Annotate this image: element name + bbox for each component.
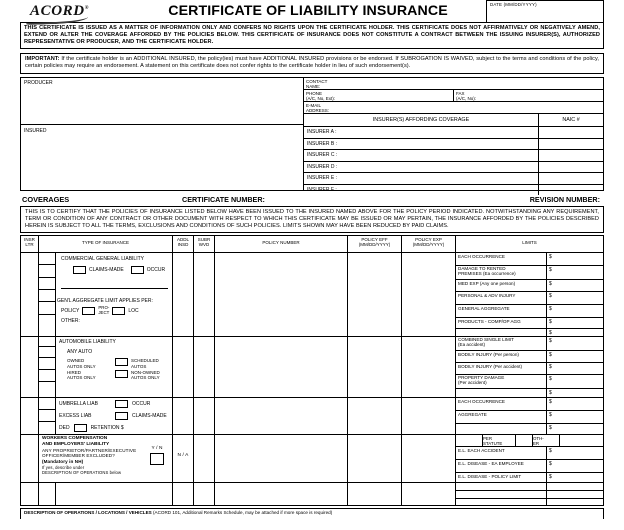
cgl-policy-checkbox[interactable]: [82, 307, 95, 315]
cgl-check-4[interactable]: [39, 290, 55, 302]
insurer-d-label: INSURER D :: [304, 162, 539, 173]
producer-contact-block: [20, 77, 604, 191]
blank-policy-eff[interactable]: [348, 483, 402, 505]
auto-policy-exp[interactable]: [402, 337, 456, 397]
producer-label: PRODUCER: [24, 79, 53, 86]
contact-cell: [304, 78, 603, 193]
wc-mandatory-note: (Mandatory in NH): [42, 458, 84, 464]
auto-insr-ltr[interactable]: [21, 337, 39, 397]
table-row[interactable]: [304, 127, 603, 139]
umbrella-limits: [456, 398, 603, 434]
umbrella-check-1[interactable]: [39, 398, 55, 410]
auto-labels: [55, 337, 172, 397]
limit-row: AGGREGATE $: [456, 411, 603, 424]
cgl-policy-exp[interactable]: [402, 253, 456, 336]
wc-statute-checkbox[interactable]: [516, 435, 533, 446]
excess-liab-label: EXCESS LIAB: [59, 413, 92, 420]
umbrella-policy-number[interactable]: [215, 398, 348, 434]
auto-type-cell: [39, 337, 173, 397]
col-insr-ltr: INSR LTR: [21, 236, 39, 252]
cgl-addl-insd[interactable]: [173, 253, 194, 336]
notice-top: THIS CERTIFICATE IS ISSUED AS A MATTER OF INFORMATION ONLY AND CONFERS NO RIGHTS UPON THE CERTIFICATE HOLDER. THIS CERTIFICATE DOES NOT AFFIRMATIVELY OR NEGATIVELY AMEND, EXTEND OR ALTER THE COVERAGE AFFORDED BY THE POLICIES BELOW. THIS CERTIFICATE OF INSURANCE DOES NOT CONSTITUTE A CONTRACT BETWEEN THE ISSUING INSURER(S), AUTHORIZED REPRESENTATIVE OR PRODUCER, AND THE CERTIFICATE HOLDER.: [20, 22, 604, 49]
section-workers-compensation: [21, 435, 603, 483]
email-input[interactable]: [340, 102, 603, 113]
fax-cell[interactable]: [453, 90, 603, 101]
notice-important-label: IMPORTANT:: [25, 56, 60, 63]
cgl-project-label: PRO- JECT: [98, 305, 110, 315]
table-row[interactable]: [304, 150, 603, 162]
umbrella-liab-label: UMBRELLA LIAB: [59, 401, 98, 408]
email-label: E-MAIL ADDRESS:: [306, 103, 330, 114]
auto-check-3[interactable]: [39, 358, 55, 370]
wc-ifyes-2: DESCRIPTION OF OPERATIONS below: [42, 469, 122, 475]
umbrella-check-3[interactable]: [39, 422, 55, 434]
registered-mark-icon: ®: [84, 6, 90, 11]
wc-other-label: OTH- ER: [533, 435, 560, 446]
blank-policy-exp[interactable]: [402, 483, 456, 505]
cgl-blank-line-2[interactable]: [61, 289, 168, 297]
fax-input[interactable]: [490, 90, 603, 101]
umbrella-labels: [55, 398, 172, 434]
cgl-subr-wvd[interactable]: [194, 253, 215, 336]
auto-owned-label: OWNED AUTOS ONLY: [67, 358, 96, 369]
cgl-policy-number[interactable]: [215, 253, 348, 336]
auto-scheduled-checkbox[interactable]: [115, 358, 128, 366]
blank-subr-wvd[interactable]: [194, 483, 215, 505]
table-row[interactable]: [304, 173, 603, 185]
auto-scheduled-label: SCHEDULED AUTOS: [131, 358, 159, 369]
limit-row: EACH OCCURRENCE $: [456, 253, 603, 266]
auto-nonowned-checkbox[interactable]: [115, 370, 128, 378]
table-row[interactable]: [304, 185, 603, 196]
col-subr-wvd: SUBR WVD: [194, 236, 215, 252]
cgl-check-5[interactable]: [39, 302, 55, 315]
wc-per-statute-label: PER STATUTE: [483, 435, 516, 446]
auto-check-1[interactable]: [39, 337, 55, 347]
description-bold-label: DESCRIPTION OF OPERATIONS / LOCATIONS / VEHICLES: [24, 510, 152, 516]
wc-limits: [456, 435, 603, 482]
email-row[interactable]: [304, 102, 603, 114]
cgl-title: COMMERCIAL GENERAL LIABILITY: [61, 256, 144, 263]
wc-ifyes-1: If yes, describe under: [42, 464, 85, 470]
wc-yn-checkbox[interactable]: [150, 453, 164, 465]
limit-row: $: [456, 389, 603, 397]
revision-number-label[interactable]: REVISION NUMBER:: [529, 194, 600, 204]
blank-policy-number[interactable]: [215, 483, 348, 505]
col-type-of-insurance: TYPE OF INSURANCE: [39, 236, 173, 252]
producer-cell[interactable]: [21, 78, 304, 190]
cgl-loc-checkbox[interactable]: [112, 307, 125, 315]
wc-title-1: WORKERS COMPENSATION: [42, 436, 108, 442]
limit-row: E.L. EACH ACCIDENT $: [456, 447, 603, 460]
auto-addl-insd[interactable]: [173, 337, 194, 397]
umbrella-occur-checkbox[interactable]: [115, 400, 128, 408]
section-automobile-liability: [21, 337, 603, 398]
wc-question-1: ANY PROPRIETOR/PARTNER/EXECUTIVE: [42, 448, 137, 454]
limit-row: PROPERTY DAMAGE (Per accident) $: [456, 375, 603, 389]
umbrella-claims-made-checkbox[interactable]: [115, 412, 128, 420]
limit-row: COMBINED SINGLE LIMIT (Ea accident) $: [456, 337, 603, 351]
date-label: DATE (MM/DD/YYYY): [490, 2, 537, 7]
form-header: [18, 0, 606, 22]
auto-check-4[interactable]: [39, 370, 55, 382]
cgl-occur-label: OCCUR: [146, 267, 166, 274]
wc-other-value[interactable]: [560, 435, 603, 446]
insurer-d-naic[interactable]: [539, 162, 603, 173]
umbrella-insr-ltr[interactable]: [21, 398, 39, 434]
section-umbrella-excess-liability: [21, 398, 603, 435]
umbrella-claims-made-label: CLAIMS-MADE: [132, 413, 167, 420]
limit-row: $: [456, 424, 603, 434]
insurer-rows: [304, 127, 603, 195]
wc-addl-insd[interactable]: [173, 435, 194, 482]
form-sheet: [18, 0, 606, 530]
section-commercial-general-liability: [21, 253, 603, 337]
wc-yn-label: Y / N: [151, 446, 163, 452]
auto-check-2[interactable]: [39, 347, 55, 358]
insurer-b-naic[interactable]: [539, 139, 603, 150]
umbrella-policy-exp[interactable]: [402, 398, 456, 434]
cgl-check-6[interactable]: [39, 315, 55, 336]
wc-policy-number[interactable]: [215, 435, 348, 482]
umbrella-checkbox-stack: [39, 398, 56, 434]
umbrella-check-2[interactable]: [39, 410, 55, 422]
table-row[interactable]: [304, 139, 603, 151]
cgl-policy-eff[interactable]: [348, 253, 402, 336]
insurer-a-label: INSURER A :: [304, 127, 539, 138]
contact-name-input[interactable]: [336, 78, 603, 89]
umbrella-type-cell: [39, 398, 173, 434]
limit-row: PERSONAL & ADV INJURY $: [456, 292, 603, 305]
insurer-c-label: INSURER C :: [304, 150, 539, 161]
certificate-number-label[interactable]: CERTIFICATE NUMBER:: [182, 194, 265, 204]
auto-subr-wvd[interactable]: [194, 337, 215, 397]
cgl-check-1[interactable]: [39, 253, 55, 265]
col-limits: LIMITS: [522, 240, 537, 246]
cgl-limits: [456, 253, 603, 336]
cgl-insr-ltr[interactable]: [21, 253, 39, 336]
policy-table: [20, 235, 604, 506]
limit-row: E.L. DISEASE - EA EMPLOYEE $: [456, 460, 603, 473]
umbrella-ded-label: DED: [59, 425, 70, 432]
col-policy-number: POLICY NUMBER: [215, 236, 348, 252]
table-row[interactable]: [304, 162, 603, 174]
auto-hired-label: HIRED AUTOS ONLY: [67, 369, 96, 380]
auto-policy-number[interactable]: [215, 337, 348, 397]
insurer-e-naic[interactable]: [539, 173, 603, 184]
limit-row: [456, 491, 603, 499]
col-policy-exp: POLICY EXP (MM/DD/YYYY): [402, 236, 456, 252]
cgl-blank-line-1[interactable]: [61, 280, 168, 289]
limit-row: $: [456, 329, 603, 336]
wc-subr-wvd[interactable]: [194, 435, 215, 482]
cgl-other-label: OTHER:: [61, 318, 80, 325]
auto-any-auto-label: ANY AUTO: [67, 349, 93, 356]
blank-limits: [456, 483, 603, 505]
date-field[interactable]: [486, 0, 604, 23]
limit-row: BODILY INJURY (Per person) $: [456, 351, 603, 363]
acord-wordmark: ACORD: [30, 3, 85, 19]
wc-na-label: N / A: [177, 453, 189, 459]
insured-label: INSURED: [24, 127, 47, 134]
umbrella-retention-label: RETENTION $: [90, 425, 124, 432]
umbrella-policy-eff[interactable]: [348, 398, 402, 434]
notice-important: [20, 53, 604, 73]
section-blank-policy: [21, 483, 603, 505]
insurer-b-label: INSURER B :: [304, 139, 539, 150]
col-addl-insd: ADDL INSD: [173, 236, 194, 252]
insurers-affording-coverage-label: INSURER(S) AFFORDING COVERAGE: [304, 114, 539, 126]
wc-insr-ltr[interactable]: [21, 435, 39, 482]
phone-label: PHONE (A/C, No, Ext):: [306, 90, 336, 101]
contact-name-label: CONTACT NAME:: [306, 78, 328, 89]
limit-row: DAMAGE TO RENTED PREMISES (Ea occurrence) $: [456, 266, 603, 280]
auto-nonowned-label: NON-OWNED AUTOS ONLY: [131, 369, 160, 380]
cgl-claims-made-label: CLAIMS-MADE: [89, 267, 124, 274]
phone-fax-row: [304, 90, 603, 102]
cgl-check-3[interactable]: [39, 278, 55, 290]
wc-question-2: OFFICER/MEMBER EXCLUDED?: [42, 453, 115, 459]
fax-label: FAX (A/C, No):: [456, 90, 477, 101]
insurers-header-row: [304, 114, 603, 127]
insurer-e-label: INSURER E :: [304, 173, 539, 184]
insurer-a-naic[interactable]: [539, 127, 603, 138]
col-policy-eff: POLICY EFF (MM/DD/YYYY): [348, 236, 402, 252]
insurer-f-naic[interactable]: [539, 185, 603, 196]
contact-name-row[interactable]: [304, 78, 603, 90]
wc-type-cell: [39, 435, 173, 482]
limit-row: E.L. DISEASE - POLICY LIMIT $: [458, 474, 552, 481]
auto-limits: [456, 337, 603, 397]
cgl-loc-label: LOC: [128, 307, 139, 314]
limit-row: [456, 499, 603, 505]
umbrella-addl-insd[interactable]: [173, 398, 194, 434]
blank-type-cell[interactable]: [39, 483, 173, 505]
limit-row: EACH OCCURRENCE $: [456, 398, 603, 411]
insurer-c-naic[interactable]: [539, 150, 603, 161]
cgl-type-cell: [39, 253, 173, 336]
auto-checkbox-stack: [39, 337, 56, 397]
wc-policy-exp[interactable]: [402, 435, 456, 482]
cgl-claims-made-checkbox[interactable]: [73, 266, 86, 274]
description-regular-label: (ACORD 101, Additional Remarks Schedule, may be attached if more space is required): [151, 510, 333, 516]
insurer-f-label: INSURER F :: [304, 185, 539, 196]
umbrella-occur-label: OCCUR: [132, 401, 151, 408]
wc-statute-other-row: [456, 435, 603, 447]
naic-label: NAIC #: [562, 117, 580, 124]
limit-row: GENERAL AGGREGATE $: [456, 305, 603, 318]
cgl-policy-label: POLICY: [61, 307, 80, 314]
coverages-label: COVERAGES: [22, 194, 70, 204]
umbrella-retention-checkbox[interactable]: [74, 424, 87, 432]
blank-insr-ltr[interactable]: [21, 483, 39, 505]
cgl-checkbox-stack: [39, 253, 56, 336]
limit-row: BODILY INJURY (Per accident) $: [456, 363, 603, 375]
page-title: CERTIFICATE OF LIABILITY INSURANCE: [168, 3, 448, 19]
umbrella-subr-wvd[interactable]: [194, 398, 215, 434]
limit-row: MED EXP (Any one person) $: [456, 280, 603, 293]
wc-policy-eff[interactable]: [348, 435, 402, 482]
acord-logo: [20, 1, 130, 21]
phone-input[interactable]: [340, 90, 453, 101]
auto-check-5[interactable]: [39, 382, 55, 397]
policy-table-header: [21, 236, 603, 253]
coverages-bar: [20, 194, 604, 205]
blank-checkbox-stack[interactable]: [39, 483, 56, 505]
notice-important-text: If the certificate holder is an ADDITIONAL INSURED, the policy(ies) must have ADDITIONAL INSURED provisions or be endorsed. If SUBROGATION IS WAIVED, subject to the terms and conditions of the policy, certain policies may require an endorsement. A statement on this certificate does not confer rights to the certificate holder in lieu of such endorsement(s).: [25, 56, 600, 70]
wc-title-2: AND EMPLOYERS' LIABILITY: [42, 441, 110, 447]
description-of-operations-strip: [20, 508, 604, 519]
phone-cell[interactable]: [304, 90, 453, 101]
limit-row: [456, 483, 603, 491]
auto-title: AUTOMOBILE LIABILITY: [59, 339, 116, 346]
certify-text: THIS IS TO CERTIFY THAT THE POLICIES OF INSURANCE LISTED BELOW HAVE BEEN ISSUED TO THE INSURED NAMED ABOVE FOR THE POLICY PERIOD INDICATED. NOTWITHSTANDING ANY REQUIREMENT, TERM OR CONDITION OF ANY CONTRACT OR OTHER DOCUMENT WITH RESPECT TO WHICH THIS CERTIFICATE MAY BE ISSUED OR MAY PERTAIN, THE INSURANCE AFFORDED BY THE POLICIES DESCRIBED HEREIN IS SUBJECT TO ALL THE TERMS, EXCLUSIONS AND CONDITIONS OF SUCH POLICIES. LIMITS SHOWN MAY HAVE BEEN REDUCED BY PAID CLAIMS.: [20, 206, 604, 234]
auto-policy-eff[interactable]: [348, 337, 402, 397]
cgl-labels: [55, 253, 172, 336]
blank-addl-insd[interactable]: [173, 483, 194, 505]
cgl-aggregate-label: GEN'L AGGREGATE LIMIT APPLIES PER:: [57, 298, 153, 305]
limit-row: PRODUCTS - COMP/OP AGG $: [456, 318, 603, 330]
cgl-check-2[interactable]: [39, 265, 55, 278]
cgl-occur-checkbox[interactable]: [131, 266, 144, 274]
